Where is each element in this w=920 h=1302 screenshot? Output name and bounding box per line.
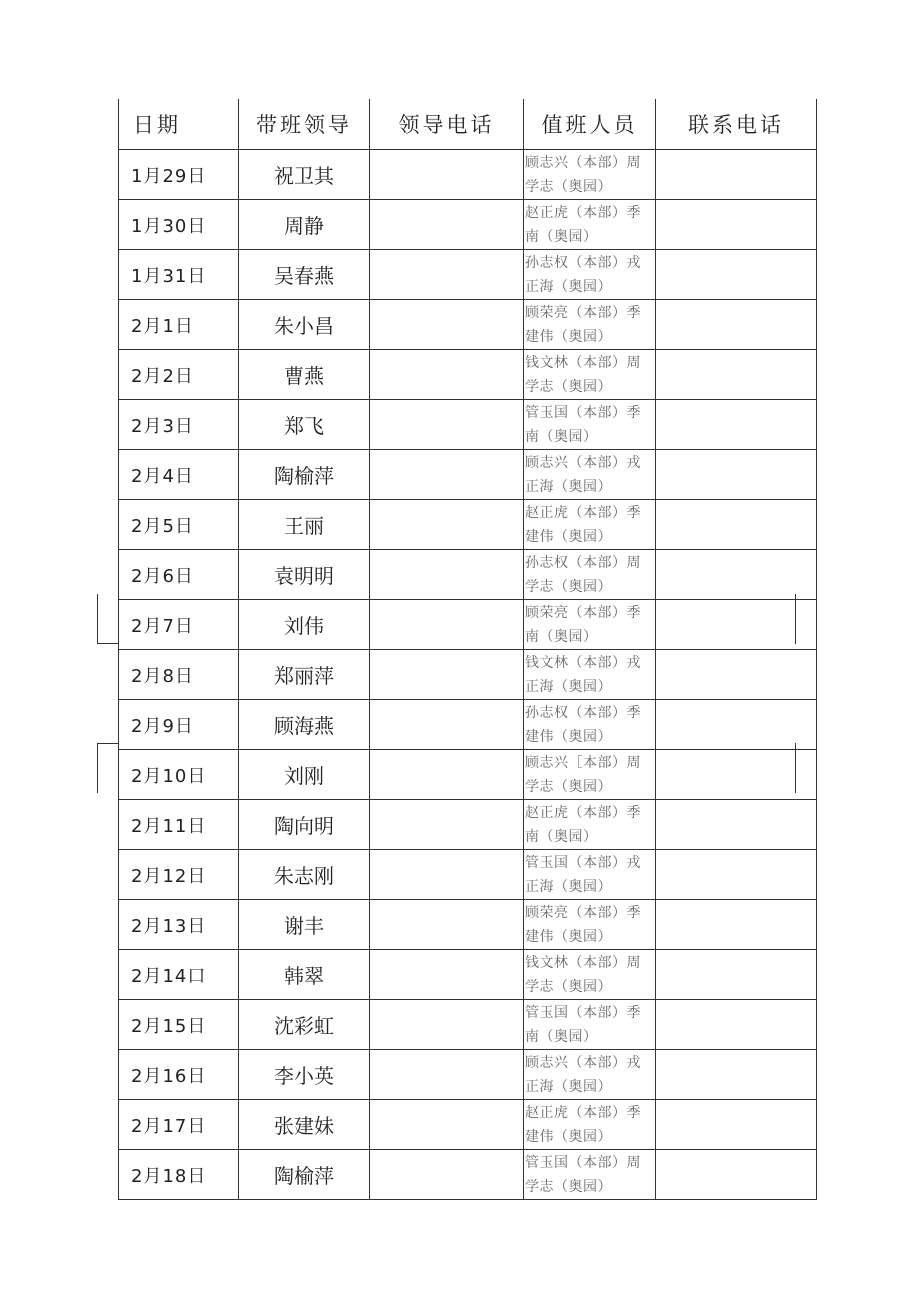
contact-phone-cell xyxy=(656,400,817,450)
header-leader: 带班领导 xyxy=(239,99,370,150)
table-row xyxy=(119,1050,817,1100)
table-row xyxy=(119,450,817,500)
contact-phone-cell xyxy=(656,950,817,1000)
date-cell: 1月29日 xyxy=(119,150,239,200)
leader-cell: 沈彩虹 xyxy=(239,1000,370,1050)
date-cell: 2月18日 xyxy=(119,1150,239,1200)
contact-phone-cell xyxy=(656,600,817,650)
stray-border-mark xyxy=(97,643,118,644)
date-cell: 1月31日 xyxy=(119,250,239,300)
table-row xyxy=(119,350,817,400)
stray-border-mark xyxy=(97,594,98,644)
contact-phone-cell xyxy=(656,150,817,200)
contact-phone-cell xyxy=(656,1000,817,1050)
leader-phone-cell xyxy=(370,650,524,700)
leader-cell: 周静 xyxy=(239,200,370,250)
leader-cell: 陶榆萍 xyxy=(239,450,370,500)
leader-cell: 郑丽萍 xyxy=(239,650,370,700)
contact-phone-cell xyxy=(656,550,817,600)
table-row xyxy=(119,500,817,550)
leader-cell: 吴春燕 xyxy=(239,250,370,300)
table-row xyxy=(119,300,817,350)
leader-phone-cell xyxy=(370,1000,524,1050)
table-row xyxy=(119,1150,817,1200)
contact-phone-cell xyxy=(656,700,817,750)
leader-cell: 刘伟 xyxy=(239,600,370,650)
staff-cell: 顾志兴（本部）戎正海（奥园） xyxy=(524,1050,656,1100)
date-cell: 2月17日 xyxy=(119,1100,239,1150)
staff-cell: 孙志权（本部）周学志（奥园） xyxy=(524,550,656,600)
date-cell: 2月2日 xyxy=(119,350,239,400)
leader-cell: 顾海燕 xyxy=(239,700,370,750)
stray-border-mark xyxy=(795,743,796,793)
leader-phone-cell xyxy=(370,600,524,650)
leader-cell: 袁明明 xyxy=(239,550,370,600)
staff-cell: 钱文林（本部）戎正海（奥园） xyxy=(524,650,656,700)
table-row xyxy=(119,200,817,250)
leader-phone-cell xyxy=(370,250,524,300)
staff-cell: 顾志兴（本部）戎正海（奥园） xyxy=(524,450,656,500)
staff-cell: 顾荣亮（本部）季建伟（奥园） xyxy=(524,900,656,950)
staff-cell: 顾荣亮（本部）季南（奥园） xyxy=(524,600,656,650)
table-row xyxy=(119,750,817,800)
leader-phone-cell xyxy=(370,500,524,550)
staff-cell: 孙志权（本部）戎正海（奥园） xyxy=(524,250,656,300)
table-row xyxy=(119,1000,817,1050)
staff-cell: 钱文林（本部）周学志（奥园） xyxy=(524,350,656,400)
header-staff: 值班人员 xyxy=(524,99,656,150)
leader-phone-cell xyxy=(370,550,524,600)
table-row xyxy=(119,1100,817,1150)
date-cell: 2月6日 xyxy=(119,550,239,600)
contact-phone-cell xyxy=(656,1150,817,1200)
leader-phone-cell xyxy=(370,200,524,250)
leader-phone-cell xyxy=(370,700,524,750)
leader-cell: 刘刚 xyxy=(239,750,370,800)
contact-phone-cell xyxy=(656,450,817,500)
staff-cell: 顾志兴（本部）周学志（奥园） xyxy=(524,150,656,200)
contact-phone-cell xyxy=(656,650,817,700)
leader-phone-cell xyxy=(370,750,524,800)
staff-cell: 钱文林（本部）周学志（奥园） xyxy=(524,950,656,1000)
header-date: 日期 xyxy=(119,99,239,150)
date-cell: 2月11日 xyxy=(119,800,239,850)
table-row xyxy=(119,700,817,750)
table-header-row xyxy=(119,99,817,150)
staff-cell: 管玉国（本部）季南（奥园） xyxy=(524,1000,656,1050)
table-row xyxy=(119,900,817,950)
staff-cell: 赵正虎（本部）季建伟（奥园） xyxy=(524,500,656,550)
leader-phone-cell xyxy=(370,300,524,350)
stray-border-mark xyxy=(97,743,98,793)
date-cell: 2月16日 xyxy=(119,1050,239,1100)
table-row xyxy=(119,600,817,650)
contact-phone-cell xyxy=(656,250,817,300)
contact-phone-cell xyxy=(656,800,817,850)
stray-border-mark xyxy=(795,594,796,644)
leader-cell: 郑飞 xyxy=(239,400,370,450)
date-cell: 2月7日 xyxy=(119,600,239,650)
leader-phone-cell xyxy=(370,150,524,200)
table-row xyxy=(119,800,817,850)
date-cell: 2月1日 xyxy=(119,300,239,350)
leader-phone-cell xyxy=(370,850,524,900)
date-cell: 2月14口 xyxy=(119,950,239,1000)
duty-roster-table xyxy=(118,99,817,1200)
leader-cell: 陶榆萍 xyxy=(239,1150,370,1200)
table-row xyxy=(119,650,817,700)
contact-phone-cell xyxy=(656,200,817,250)
leader-cell: 韩翠 xyxy=(239,950,370,1000)
stray-border-mark xyxy=(97,743,118,744)
date-cell: 2月9日 xyxy=(119,700,239,750)
date-cell: 2月8日 xyxy=(119,650,239,700)
leader-phone-cell xyxy=(370,800,524,850)
leader-cell: 朱小昌 xyxy=(239,300,370,350)
staff-cell: 管玉国（本部）季南（奥园） xyxy=(524,400,656,450)
leader-cell: 王丽 xyxy=(239,500,370,550)
leader-cell: 朱志刚 xyxy=(239,850,370,900)
date-cell: 2月15日 xyxy=(119,1000,239,1050)
table-row xyxy=(119,550,817,600)
table-row xyxy=(119,950,817,1000)
leader-phone-cell xyxy=(370,1100,524,1150)
leader-cell: 陶向明 xyxy=(239,800,370,850)
leader-cell: 曹燕 xyxy=(239,350,370,400)
leader-cell: 祝卫其 xyxy=(239,150,370,200)
date-cell: 2月5日 xyxy=(119,500,239,550)
staff-cell: 孙志权（本部）季建伟（奥园） xyxy=(524,700,656,750)
leader-cell: 张建妹 xyxy=(239,1100,370,1150)
contact-phone-cell xyxy=(656,350,817,400)
table-row xyxy=(119,850,817,900)
leader-phone-cell xyxy=(370,1150,524,1200)
contact-phone-cell xyxy=(656,1100,817,1150)
contact-phone-cell xyxy=(656,1050,817,1100)
staff-cell: 赵正虎（本部）季南（奥园） xyxy=(524,800,656,850)
date-cell: 2月12日 xyxy=(119,850,239,900)
leader-cell: 谢丰 xyxy=(239,900,370,950)
leader-phone-cell xyxy=(370,350,524,400)
leader-phone-cell xyxy=(370,400,524,450)
header-leader-phone: 领导电话 xyxy=(370,99,524,150)
leader-cell: 李小英 xyxy=(239,1050,370,1100)
staff-cell: 管玉国（本部）周学志（奥园） xyxy=(524,1150,656,1200)
leader-phone-cell xyxy=(370,950,524,1000)
contact-phone-cell xyxy=(656,500,817,550)
table-row xyxy=(119,150,817,200)
contact-phone-cell xyxy=(656,850,817,900)
contact-phone-cell xyxy=(656,750,817,800)
date-cell: 2月10日 xyxy=(119,750,239,800)
date-cell: 2月13日 xyxy=(119,900,239,950)
table-row xyxy=(119,250,817,300)
staff-cell: 赵正虎（本部）季建伟（奥园） xyxy=(524,1100,656,1150)
date-cell: 2月4日 xyxy=(119,450,239,500)
staff-cell: 赵正虎（本部）季南（奥园） xyxy=(524,200,656,250)
leader-phone-cell xyxy=(370,1050,524,1100)
staff-cell: 顾志兴［本部）周学志（奥园） xyxy=(524,750,656,800)
table-row xyxy=(119,400,817,450)
leader-phone-cell xyxy=(370,900,524,950)
header-contact-phone: 联系电话 xyxy=(656,99,817,150)
leader-phone-cell xyxy=(370,450,524,500)
contact-phone-cell xyxy=(656,900,817,950)
contact-phone-cell xyxy=(656,300,817,350)
staff-cell: 顾荣亮（本部）季建伟（奥园） xyxy=(524,300,656,350)
date-cell: 2月3日 xyxy=(119,400,239,450)
date-cell: 1月30日 xyxy=(119,200,239,250)
staff-cell: 管玉国（本部）戎正海（奥园） xyxy=(524,850,656,900)
